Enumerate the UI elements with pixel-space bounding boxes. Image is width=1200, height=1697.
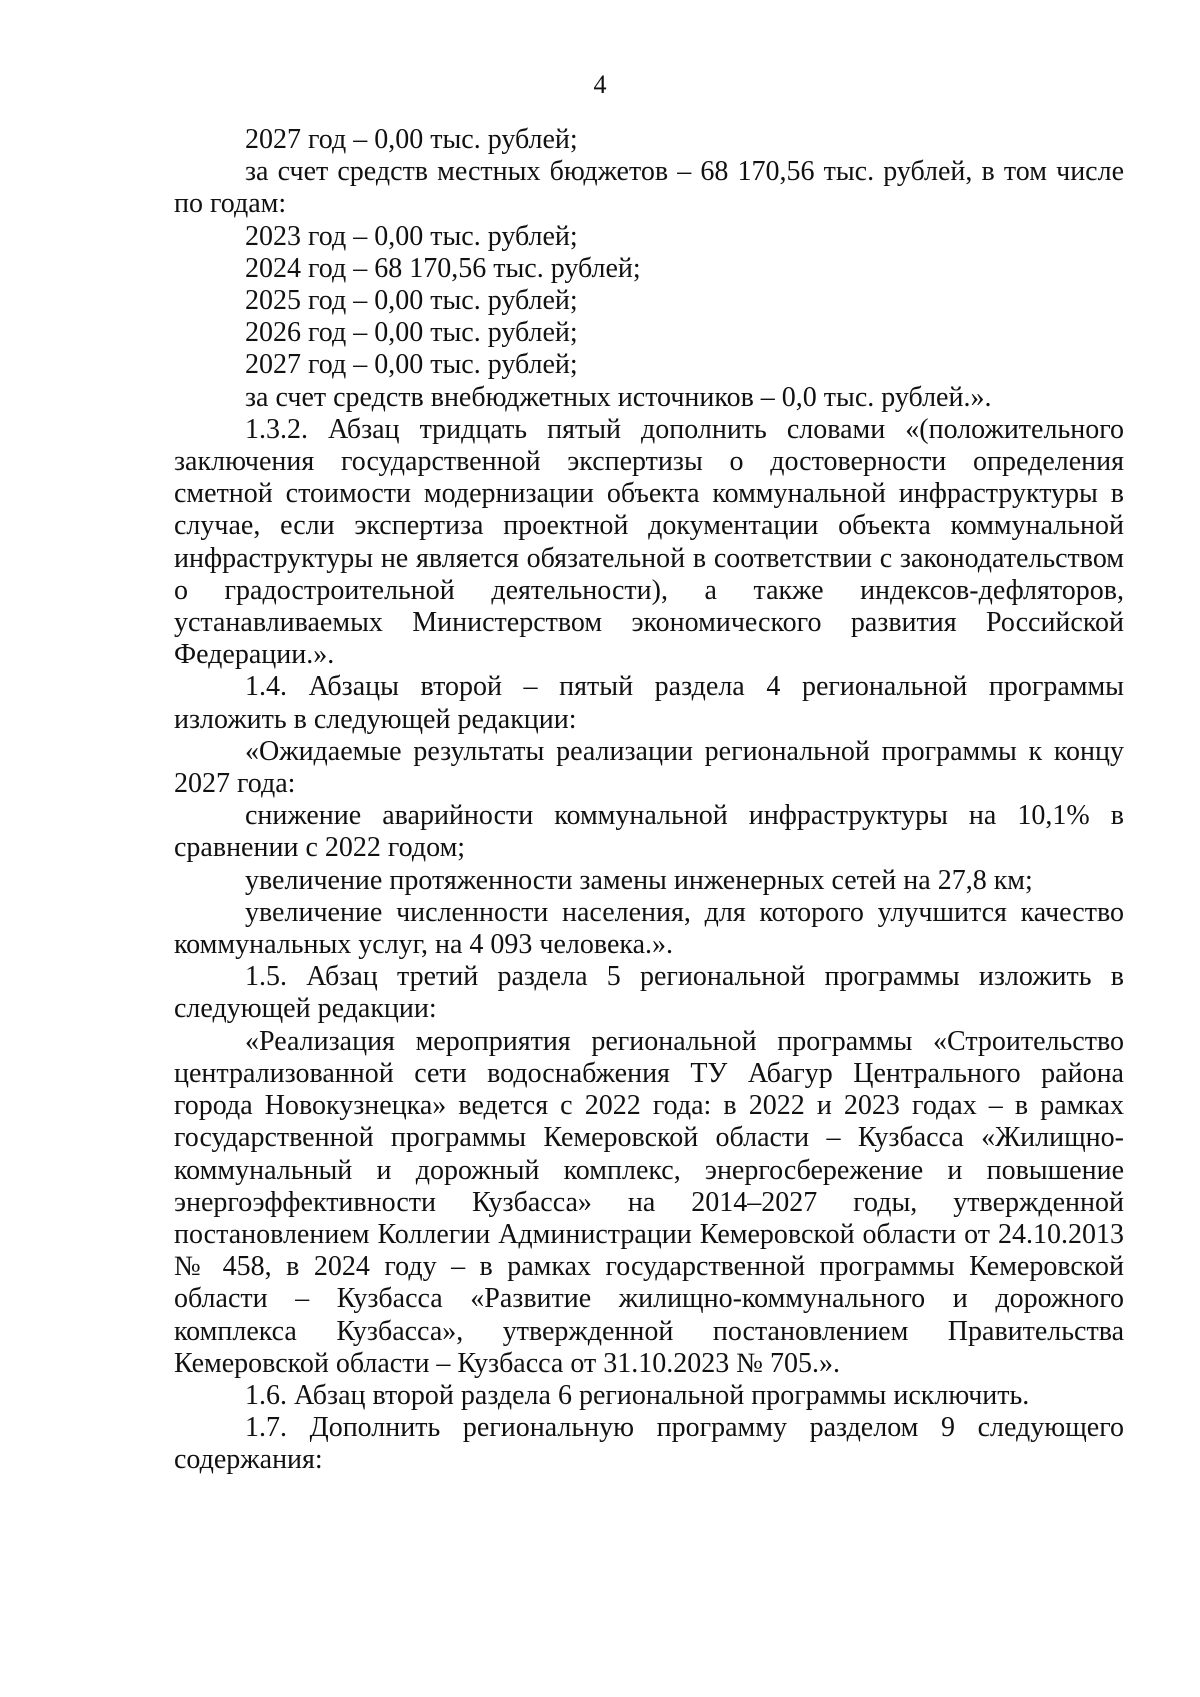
paragraph-2024-local: 2024 год – 68 170,56 тыс. рублей; [245,252,641,284]
paragraph-accident-reduction: снижение аварийности коммунальной инфраструктуры на 10,1% в сравнении с 2022 годом; [174,800,1124,864]
paragraph-expected-results: «Ожидаемые результаты реализации региональной программы к концу 2027 года: [174,735,1124,800]
page-number: 4 [593,70,607,99]
paragraph-local-budgets: за счет средств местных бюджетов – 68 170,56 тыс. рублей, в том числе по годам: [174,156,1124,220]
paragraph-1-5: 1.5. Абзац третий раздела 5 региональной программы изложить в следующей редакции: [174,961,1124,1025]
paragraph-extrabudgetary: за счет средств внебюджетных источников – 0,0 тыс. рублей.». [245,381,992,413]
paragraph-2027-local: 2027 год – 0,00 тыс. рублей; [245,349,578,381]
paragraph-1-7: 1.7. Дополнить региональную программу разделом 9 следующего содержания: [174,1412,1124,1476]
paragraph-network-replacement: увеличение протяженности замены инженерных сетей на 27,8 км; [245,864,1033,896]
paragraph-1-4: 1.4. Абзацы второй – пятый раздела 4 региональной программы изложить в следующей редакции: [174,671,1124,735]
paragraph-2027-local-prev: 2027 год – 0,00 тыс. рублей; [245,124,578,155]
paragraph-2025-local: 2025 год – 0,00 тыс. рублей; [245,285,578,317]
paragraph-implementation: «Реализация мероприятия региональной программы «Строительство централизованной сети водоснабжения ТУ Абагур Центрального района города Новокузнецка» ведется с 2022 года: в 2022 и 2023 годах – в рамках государственной программы Кемеровской области – Кузбасса «Жилищно-коммунальный и дорожный комплекс, энергосбережение и повышение энергоэффективности Кузбасса» на 2014–2027 годы, утвержденной постановлением Коллегии Администрации Кемеровской области от 24.10.2013 № 458, в 2024 году – в рамках государственной программы Кемеровской области – Кузбасса «Развитие жилищно-коммунального и дорожного комплекса Кузбасса», утвержденной постановлением Правительства Кемеровской области – Кузбасса от 31.10.2023 № 705.». [174,1025,1124,1379]
document-body [174,124,1124,1477]
paragraph-population-increase: увеличение численности населения, для которого улучшится качество коммунальных услуг, на 4 093 человека.». [174,896,1124,961]
paragraph-1-6: 1.6. Абзац второй раздела 6 региональной программы исключить. [245,1379,1030,1411]
paragraph-1-3-2: 1.3.2. Абзац тридцать пятый дополнить словами «(положительного заключения государственной экспертизы о достоверности определения сметной стоимости модернизации объекта коммунальной инфраструктуры в случае, если экспертиза проектной документации объекта коммунальной инфраструктуры не является обязательной в соответствии с законодательством о градостроительной деятельности), а также индексов-дефляторов, устанавливаемых Министерством экономического развития Российской Федерации.». [174,413,1124,671]
paragraph-2026-local: 2026 год – 0,00 тыс. рублей; [245,317,578,349]
paragraph-2023-local: 2023 год – 0,00 тыс. рублей; [245,220,578,252]
